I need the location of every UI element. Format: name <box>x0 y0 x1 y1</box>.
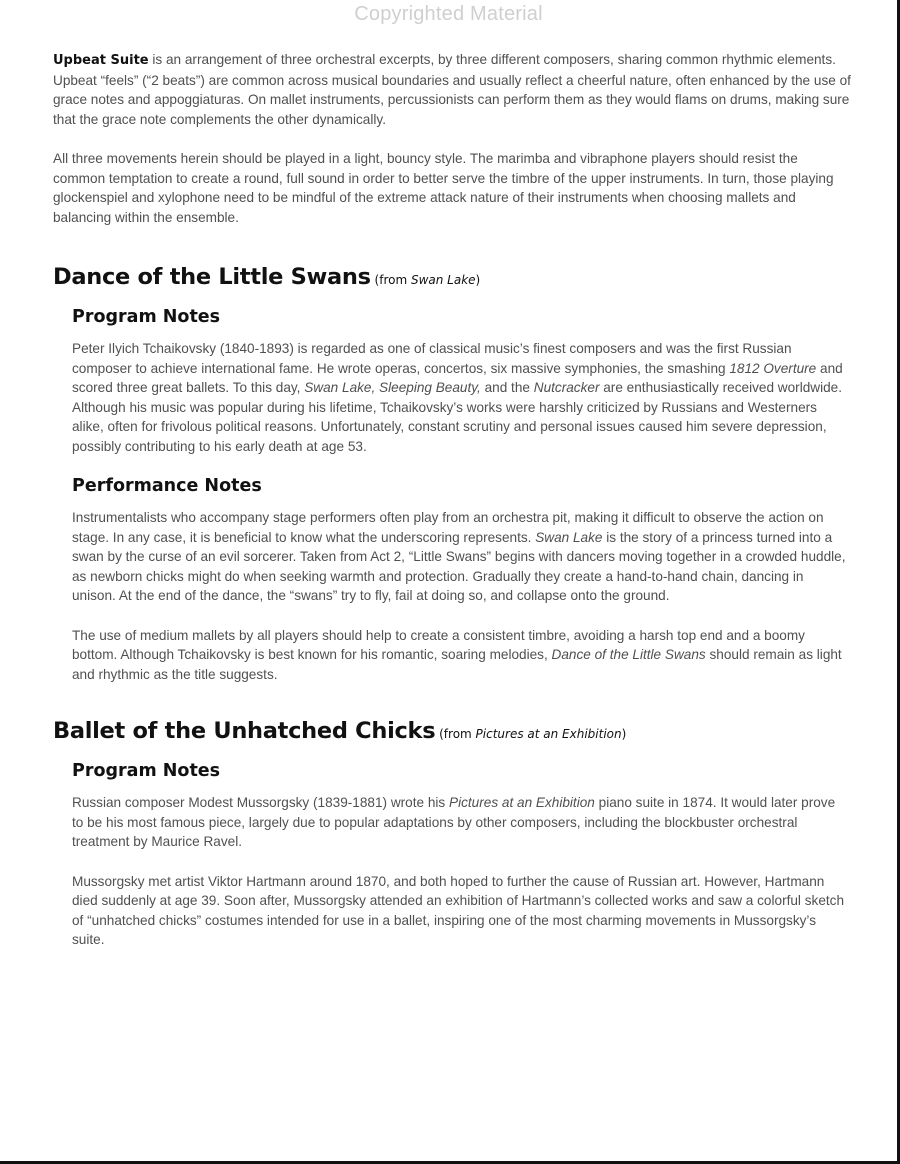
italic-run: Dance of the Little Swans <box>551 647 706 662</box>
section-title-chicks <box>53 718 853 744</box>
section-unhatched-chicks <box>53 718 853 950</box>
text-run: should remain as light and rhythmic as the title suggests. <box>72 647 842 682</box>
text-run: The use of medium mallets by all players should help to create a consistent timbre, avoiding a harsh top end and a boomy bottom. Although Tchaikovsky is best known for his romantic, soaring melodies, <box>72 627 805 662</box>
swans-subsections <box>72 307 847 684</box>
text-run: Russian composer Modest Mussorgsky (1839-1881) wrote his <box>72 795 450 810</box>
section-little-swans <box>53 264 853 684</box>
chicks-subsections <box>72 761 847 950</box>
page-content <box>53 50 853 950</box>
section-title-chicks-text: Ballet of the Unhatched Chicks <box>53 718 436 744</box>
swans-source-work: Swan Lake <box>410 273 476 287</box>
intro-paragraph-1-text: is an arrangement of three orchestral excerpts, by three different composers, sharing common rhythmic elements. Upbeat “feels” (“2 beats”) are common across musical boundaries and usually reflect a cheerful nature, often enhanced by the use of grace notes and appoggiaturas. On mallet instruments, percussionists can perform them as they would flams on drums, making sure that the grace note complements the other dynamically. <box>53 52 851 127</box>
swans-source-pre: (from <box>370 273 411 287</box>
copyright-watermark: Copyrighted Material <box>354 3 543 25</box>
chicks-program-notes-text <box>72 793 847 852</box>
swans-performance-notes-heading: Performance Notes <box>72 476 262 496</box>
swans-performance-notes-text-2 <box>72 626 847 685</box>
chicks-source <box>435 727 626 741</box>
italic-run: Swan Lake <box>535 529 603 545</box>
text-run: and the <box>480 380 534 395</box>
italic-run: Pictures at an Exhibition <box>449 795 595 810</box>
text-run: are enthusiastically received worldwide. Although his music was popular during his lifetime, Tchaikovsky’s works were harshly criticized by Russians and Westerners alike, often for frivolous political reasons. Unfortunately, constant scrutiny and personal issues caused him severe depression, possibly contributing to his early death at age 53. <box>72 380 843 454</box>
intro-paragraph-2: All three movements herein should be played in a light, bouncy style. The marimba and vibraphone players should resist the common temptation to create a round, full sound in order to better serve the timbre of the upper instruments. In turn, those playing glockenspiel and xylophone need to be mindful of the extreme attack nature of their instruments when choosing mallets and balancing within the ensemble. <box>53 151 834 225</box>
swans-performance-notes-text <box>72 508 847 606</box>
italic-run: Swan Lake, Sleeping Beauty, <box>304 380 481 395</box>
section-title-swans-text: Dance of the Little Swans <box>53 264 371 290</box>
text-run: Instrumentalists who accompany stage performers often play from an orchestra pit, making it difficult to observe the action on stage. In any case, it is beneficial to know what the underscoring represents. <box>72 510 824 545</box>
swans-source <box>371 273 481 287</box>
chicks-program-notes-heading: Program Notes <box>72 761 221 781</box>
swans-program-notes-text <box>72 339 847 456</box>
swans-program-notes-heading: Program Notes <box>72 307 221 327</box>
chicks-source-post: ) <box>621 727 627 741</box>
section-title-swans <box>53 264 853 290</box>
swans-source-post: ) <box>475 273 481 287</box>
suite-title-lead: Upbeat Suite <box>53 53 149 68</box>
text-run: and scored three great ballets. To this day, <box>72 360 843 395</box>
italic-run: 1812 Overture <box>729 360 817 376</box>
text-run: is the story of a princess turned into a swan by the curse of an evil sorcerer. Taken from Act 2, “Little Swans” begins with dancers moving together in a crowded huddle, as newborn chicks might do when seeking warmth and protection. Gradually they create a hand-to-hand chain, dancing in unison. At the end of the dance, the “swans” try to fly, fail at doing so, and collapse onto the ground. <box>72 529 846 603</box>
text-run: piano suite in 1874. It would later prove to be his most famous piece, largely due to popular adaptations by other composers, including the blockbuster orchestral treatment by Maurice Ravel. <box>72 795 836 849</box>
chicks-source-work: Pictures at an Exhibition <box>475 727 622 741</box>
chicks-program-notes-text-2: Mussorgsky met artist Viktor Hartmann around 1870, and both hoped to further the cause of Russian art. However, Hartmann died suddenly at age 39. Soon after, Mussorgsky attended an exhibition of Hartmann’s collected works and saw a colorful sketch of “unhatched chicks” costumes intended for use in a ballet, inspiring one of the most charming movements in Mussorgsky’s suite. <box>72 873 845 947</box>
chicks-source-pre: (from <box>435 727 476 741</box>
intro-paragraph-1 <box>53 50 853 129</box>
text-run: Peter Ilyich Tchaikovsky (1840-1893) is regarded as one of classical music’s finest composers and was the first Russian composer to achieve international fame. He wrote operas, concertos, six massive symphonies, the smashing <box>72 341 792 376</box>
italic-run: Nutcracker <box>533 380 600 395</box>
